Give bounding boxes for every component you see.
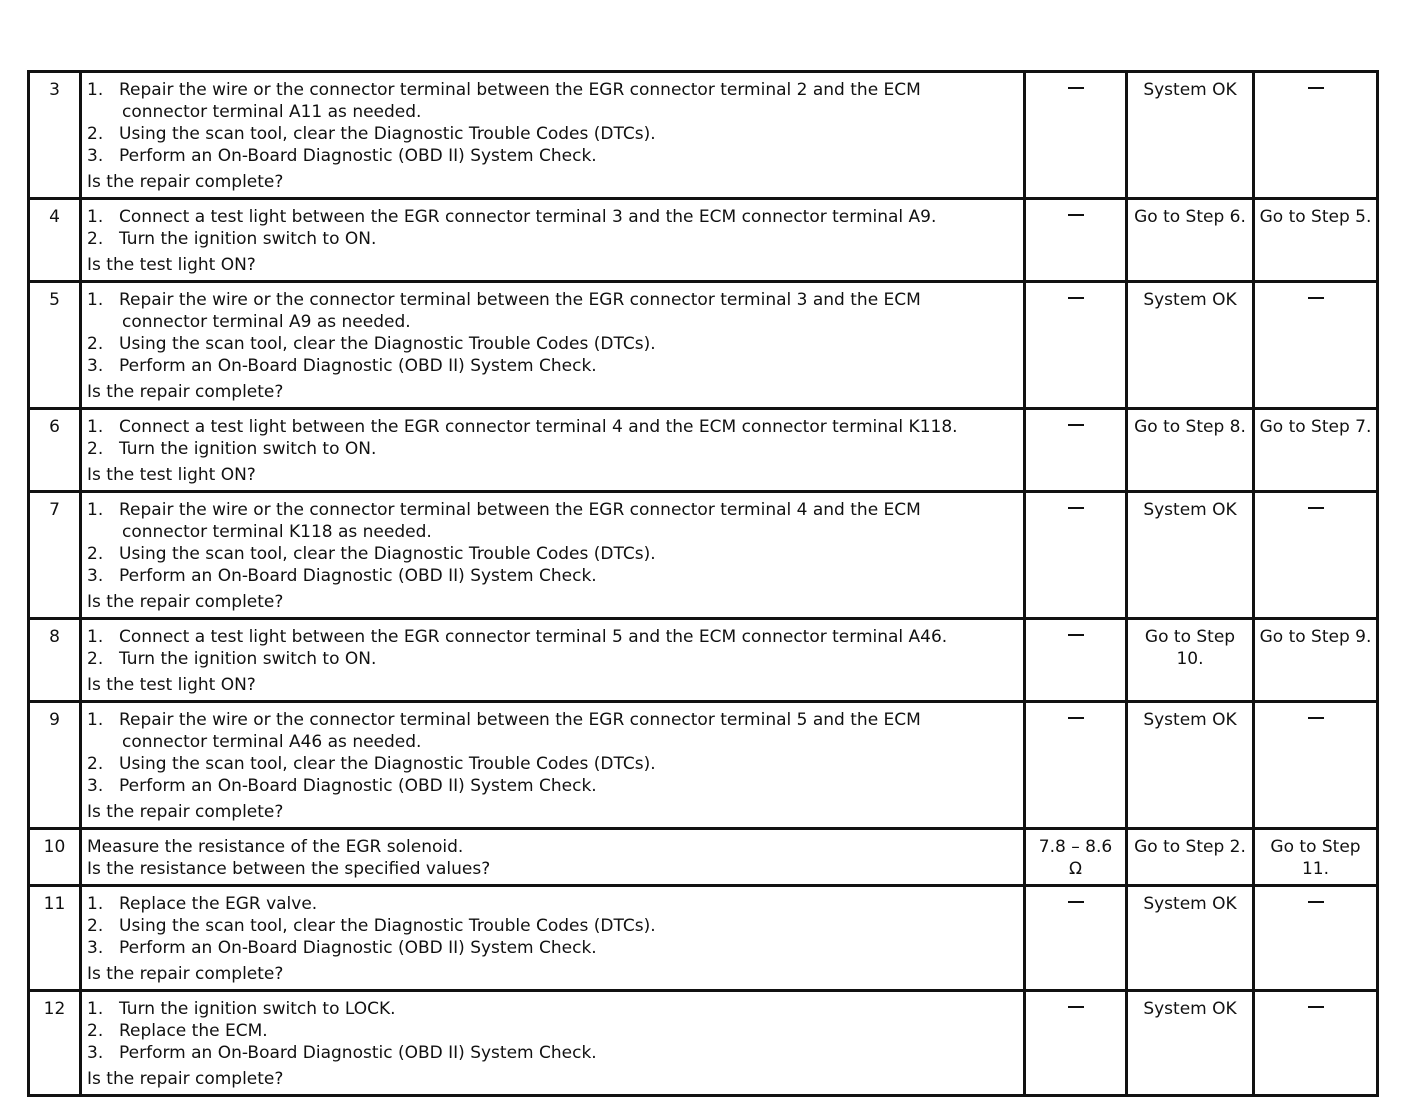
action-item-text: Replace the EGR valve. (119, 894, 318, 914)
action-text: Is the resistance between the specified values? (87, 859, 491, 879)
action-text: Measure the resistance of the EGR solenoid. (87, 837, 464, 857)
action-item-text: Connect a test light between the EGR connector terminal 4 and the ECM connector terminal K118. (119, 417, 958, 437)
yes-cell (1127, 886, 1254, 991)
action-item-number: 2. (87, 229, 104, 249)
action-item (87, 543, 1017, 565)
action-item-text: Perform an On-Board Diagnostic (OBD II) System Check. (119, 938, 597, 958)
yes-text: System OK (1143, 894, 1237, 914)
value-cell (1025, 886, 1127, 991)
action-item-text: Using the scan tool, clear the Diagnostic Trouble Codes (DTCs). (119, 334, 656, 354)
no-cell (1254, 199, 1378, 282)
no-cell (1254, 829, 1378, 886)
yes-text: Go to Step 6. (1134, 207, 1246, 227)
action-item-number: 3. (87, 146, 104, 166)
action-item-text: Turn the ignition switch to ON. (119, 229, 377, 249)
no-cell (1254, 991, 1378, 1096)
action-item-text: Turn the ignition switch to ON. (119, 649, 377, 669)
action-item (87, 123, 1017, 145)
action-item-number: 3. (87, 776, 104, 796)
table-row (29, 829, 1378, 886)
action-cell (81, 829, 1025, 886)
action-cell (81, 886, 1025, 991)
action-cell (81, 619, 1025, 702)
action-item-text: Repair the wire or the connector terminal between the EGR connector terminal 4 and the ECM (119, 500, 921, 520)
action-cell (81, 409, 1025, 492)
value-cell (1025, 829, 1127, 886)
dash-mark (1068, 901, 1084, 903)
dash-mark (1308, 297, 1324, 299)
table-row (29, 282, 1378, 409)
action-item (87, 228, 1017, 250)
dash-mark (1068, 507, 1084, 509)
action-item (87, 79, 1017, 101)
table-row (29, 199, 1378, 282)
dash-mark (1308, 1006, 1324, 1008)
table-row (29, 886, 1378, 991)
yes-text: System OK (1143, 710, 1237, 730)
value-cell (1025, 991, 1127, 1096)
value-cell (1025, 619, 1127, 702)
action-item-text: Repair the wire or the connector terminal between the EGR connector terminal 5 and the ECM (119, 710, 921, 730)
dash-mark (1068, 214, 1084, 216)
action-item-text: Using the scan tool, clear the Diagnostic Trouble Codes (DTCs). (119, 124, 656, 144)
yes-text: Go to Step 10. (1144, 627, 1236, 669)
yes-cell (1127, 72, 1254, 199)
dash-mark (1308, 507, 1324, 509)
dash-mark (1068, 634, 1084, 636)
action-item (87, 206, 1017, 228)
action-item-text: Turn the ignition switch to LOCK. (119, 999, 396, 1019)
action-item (87, 709, 1017, 731)
dash-mark (1068, 297, 1084, 299)
action-cell (81, 492, 1025, 619)
action-item-continuation: connector terminal A11 as needed. (122, 102, 422, 122)
action-item (87, 915, 1017, 937)
action-item (87, 753, 1017, 775)
yes-text: System OK (1143, 290, 1237, 310)
action-cell (81, 702, 1025, 829)
step-number: 3 (29, 72, 81, 199)
dash-mark (1308, 87, 1324, 89)
action-item-text: Perform an On-Board Diagnostic (OBD II) System Check. (119, 1043, 597, 1063)
step-number: 10 (29, 829, 81, 886)
question-text: Is the repair complete? (87, 592, 284, 612)
action-item-number: 2. (87, 124, 104, 144)
dash-mark (1068, 1006, 1084, 1008)
step-number: 6 (29, 409, 81, 492)
no-text: Go to Step 7. (1259, 417, 1372, 437)
action-item (87, 1020, 1017, 1042)
action-item-number: 1. (87, 894, 104, 914)
dash-mark (1308, 901, 1324, 903)
yes-cell (1127, 702, 1254, 829)
action-item-text: Using the scan tool, clear the Diagnostic Trouble Codes (DTCs). (119, 916, 656, 936)
yes-cell (1127, 199, 1254, 282)
action-item (87, 775, 1017, 797)
action-item (87, 499, 1017, 521)
action-cell (81, 199, 1025, 282)
table-row (29, 991, 1378, 1096)
table-row (29, 619, 1378, 702)
step-number: 5 (29, 282, 81, 409)
table-row (29, 702, 1378, 829)
value-cell (1025, 72, 1127, 199)
action-item (87, 438, 1017, 460)
value-cell (1025, 199, 1127, 282)
yes-cell (1127, 409, 1254, 492)
action-item-text: Perform an On-Board Diagnostic (OBD II) System Check. (119, 146, 597, 166)
action-item-text: Perform an On-Board Diagnostic (OBD II) System Check. (119, 566, 597, 586)
action-item (87, 893, 1017, 915)
step-number: 4 (29, 199, 81, 282)
yes-text: System OK (1143, 80, 1237, 100)
action-item-number: 3. (87, 566, 104, 586)
action-item (87, 565, 1017, 587)
action-item-number: 2. (87, 649, 104, 669)
no-cell (1254, 282, 1378, 409)
action-item (87, 289, 1017, 311)
question-text: Is the test light ON? (87, 465, 256, 485)
action-item-number: 3. (87, 356, 104, 376)
no-cell (1254, 72, 1378, 199)
question-text: Is the repair complete? (87, 802, 284, 822)
action-item (87, 333, 1017, 355)
diagnostic-table-page (27, 70, 1376, 1097)
question-text: Is the test light ON? (87, 675, 256, 695)
action-item-continuation: connector terminal K118 as needed. (122, 522, 432, 542)
action-item-number: 2. (87, 544, 104, 564)
yes-cell (1127, 492, 1254, 619)
question-text: Is the repair complete? (87, 172, 284, 192)
yes-text: Go to Step 2. (1134, 837, 1246, 857)
no-text: Go to Step 5. (1259, 207, 1372, 227)
action-item (87, 937, 1017, 959)
table-body (29, 72, 1378, 1096)
dash-mark (1308, 717, 1324, 719)
no-cell (1254, 492, 1378, 619)
yes-text: System OK (1143, 999, 1237, 1019)
action-item-number: 1. (87, 417, 104, 437)
action-cell (81, 991, 1025, 1096)
action-item-number: 2. (87, 1021, 104, 1041)
no-cell (1254, 886, 1378, 991)
dash-mark (1068, 424, 1084, 426)
no-text: Go to Step 9. (1259, 627, 1372, 647)
action-item (87, 355, 1017, 377)
table-row (29, 492, 1378, 619)
action-item-text: Using the scan tool, clear the Diagnostic Trouble Codes (DTCs). (119, 754, 656, 774)
action-item (87, 648, 1017, 670)
value-text: 7.8 – 8.6 Ω (1038, 837, 1113, 879)
action-item-number: 1. (87, 207, 104, 227)
yes-cell (1127, 829, 1254, 886)
yes-cell (1127, 619, 1254, 702)
table-row (29, 409, 1378, 492)
no-cell (1254, 619, 1378, 702)
question-text: Is the test light ON? (87, 255, 256, 275)
step-number: 7 (29, 492, 81, 619)
action-item-number: 2. (87, 916, 104, 936)
question-text: Is the repair complete? (87, 382, 284, 402)
value-cell (1025, 282, 1127, 409)
step-number: 11 (29, 886, 81, 991)
yes-cell (1127, 282, 1254, 409)
action-item-number: 3. (87, 938, 104, 958)
question-text: Is the repair complete? (87, 964, 284, 984)
yes-text: System OK (1143, 500, 1237, 520)
diagnostic-steps-table (27, 70, 1379, 1097)
step-number: 8 (29, 619, 81, 702)
action-item-number: 1. (87, 80, 104, 100)
action-item-text: Repair the wire or the connector terminal between the EGR connector terminal 3 and the ECM (119, 290, 921, 310)
value-cell (1025, 492, 1127, 619)
action-item-number: 1. (87, 627, 104, 647)
yes-text: Go to Step 8. (1134, 417, 1246, 437)
value-cell (1025, 409, 1127, 492)
action-item-text: Turn the ignition switch to ON. (119, 439, 377, 459)
action-item-text: Using the scan tool, clear the Diagnostic Trouble Codes (DTCs). (119, 544, 656, 564)
dash-mark (1068, 87, 1084, 89)
action-item-text: Perform an On-Board Diagnostic (OBD II) System Check. (119, 356, 597, 376)
action-item-text: Replace the ECM. (119, 1021, 268, 1041)
action-cell (81, 282, 1025, 409)
no-text: Go to Step 11. (1270, 837, 1361, 879)
action-item (87, 626, 1017, 648)
table-row (29, 72, 1378, 199)
step-number: 9 (29, 702, 81, 829)
action-item-number: 2. (87, 334, 104, 354)
action-item-continuation: connector terminal A46 as needed. (122, 732, 422, 752)
action-item-text: Connect a test light between the EGR connector terminal 3 and the ECM connector terminal A9. (119, 207, 937, 227)
action-item-text: Repair the wire or the connector terminal between the EGR connector terminal 2 and the ECM (119, 80, 921, 100)
action-item (87, 145, 1017, 167)
action-item-number: 1. (87, 710, 104, 730)
action-item-number: 1. (87, 500, 104, 520)
action-item-text: Perform an On-Board Diagnostic (OBD II) System Check. (119, 776, 597, 796)
action-item (87, 998, 1017, 1020)
value-cell (1025, 702, 1127, 829)
action-item-number: 2. (87, 439, 104, 459)
action-cell (81, 72, 1025, 199)
yes-cell (1127, 991, 1254, 1096)
action-item (87, 416, 1017, 438)
no-cell (1254, 409, 1378, 492)
action-item-number: 2. (87, 754, 104, 774)
action-item-text: Connect a test light between the EGR connector terminal 5 and the ECM connector terminal A46. (119, 627, 948, 647)
action-item-number: 3. (87, 1043, 104, 1063)
action-item-number: 1. (87, 999, 104, 1019)
action-item-continuation: connector terminal A9 as needed. (122, 312, 411, 332)
question-text: Is the repair complete? (87, 1069, 284, 1089)
action-item (87, 1042, 1017, 1064)
step-number: 12 (29, 991, 81, 1096)
dash-mark (1068, 717, 1084, 719)
action-item-number: 1. (87, 290, 104, 310)
no-cell (1254, 702, 1378, 829)
